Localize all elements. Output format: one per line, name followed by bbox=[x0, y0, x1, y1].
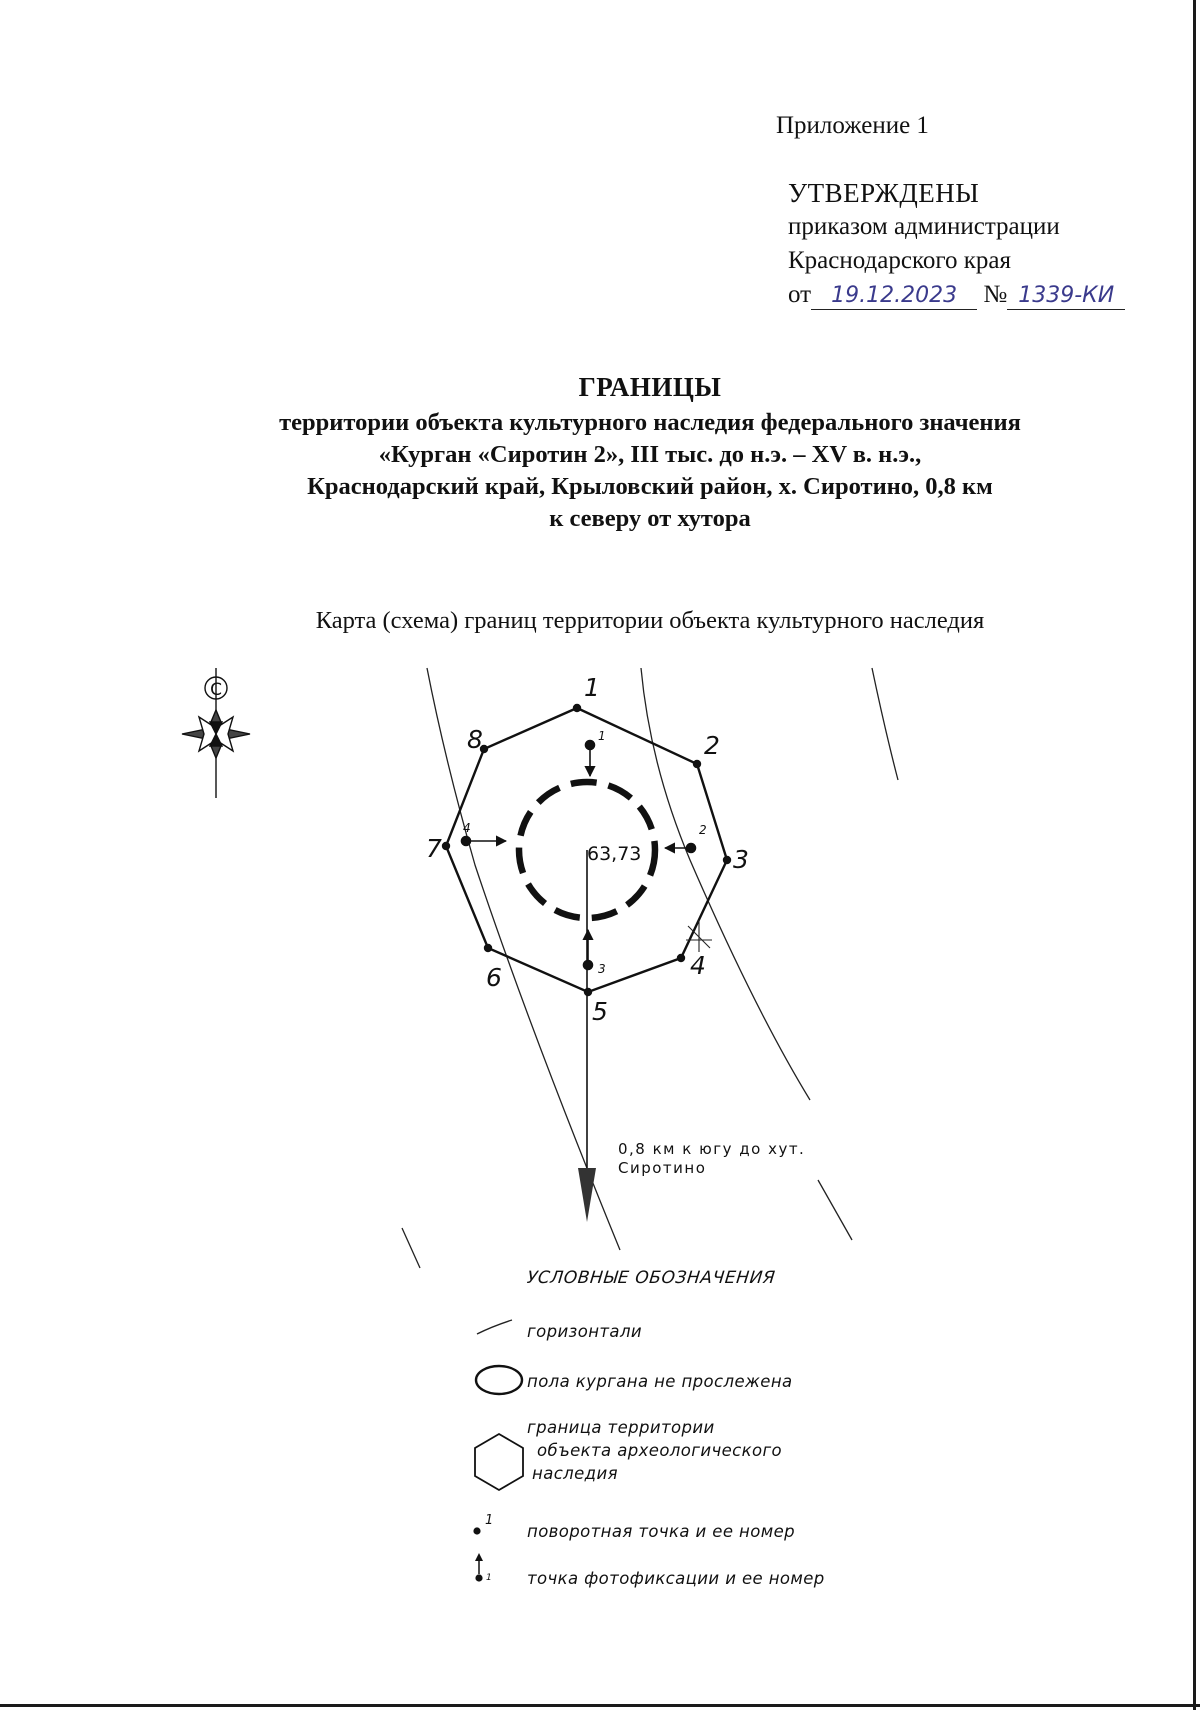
legend-turning-point-label: поворотная точка и ее номер bbox=[527, 1522, 796, 1541]
heading-line-4: к северу от хутора bbox=[549, 505, 751, 532]
legend-contours-label: горизонтали bbox=[527, 1322, 643, 1341]
legend-boundary-icon bbox=[475, 1434, 523, 1490]
legend-boundary-line-1: граница территории bbox=[527, 1418, 715, 1437]
legend-boundary-line-2: объекта археологического bbox=[537, 1441, 783, 1460]
turning-point-label: 3 bbox=[733, 845, 749, 874]
direction-note-line-1: 0,8 км к югу до хут. bbox=[618, 1140, 806, 1158]
compass-letter: С bbox=[210, 680, 222, 700]
number-prefix: № bbox=[983, 281, 1008, 308]
legend-turning-point-number: 1 bbox=[485, 1513, 494, 1528]
north-compass-icon bbox=[182, 668, 250, 798]
heading-line-3: Краснодарский край, Крыловский район, х. Сиротино, 0,8 км bbox=[307, 473, 993, 500]
legend-contour-icon bbox=[477, 1320, 512, 1334]
direction-note-line-2: Сиротино bbox=[618, 1159, 707, 1177]
photo-point-label: 1 bbox=[598, 729, 606, 743]
photo-point-label: 2 bbox=[699, 823, 707, 837]
turning-point-label: 2 bbox=[704, 731, 720, 760]
map-caption: Карта (схема) границ территории объекта культурного наследия bbox=[315, 607, 985, 634]
legend-photo-point-icon bbox=[475, 1574, 482, 1581]
heading-line-1: территории объекта культурного наследия федерального значения bbox=[279, 409, 1021, 436]
contour-lines bbox=[402, 668, 898, 1268]
legend-turning-point-icon bbox=[473, 1527, 480, 1534]
turning-point-label: 6 bbox=[486, 963, 502, 992]
order-number-handwritten: 1339-КИ bbox=[1007, 283, 1125, 310]
photo-point-label: 4 bbox=[463, 821, 471, 835]
heading-line-2: «Курган «Сиротин 2», III тыс. до н.э. – XV в. н.э., bbox=[378, 441, 922, 468]
date-prefix: от bbox=[788, 281, 812, 308]
survey-mark-icon bbox=[686, 920, 712, 952]
turning-point-label: 7 bbox=[426, 834, 442, 863]
turning-point-label: 5 bbox=[592, 997, 608, 1026]
south-direction-arrow-icon bbox=[578, 850, 596, 1222]
turning-point-label: 4 bbox=[690, 951, 706, 980]
legend-boundary-line-3: наследия bbox=[532, 1464, 618, 1483]
legend-photo-point-label: точка фотофиксации и ее номер bbox=[527, 1569, 825, 1588]
legend-title: УСЛОВНЫЕ ОБОЗНАЧЕНИЯ bbox=[525, 1268, 777, 1288]
legend-symbols bbox=[455, 1268, 535, 1608]
legend-photo-point-number: 1 bbox=[486, 1573, 492, 1583]
approved-by-line-1: приказом администрации bbox=[788, 213, 1060, 240]
turning-point-label: 8 bbox=[467, 725, 483, 754]
photo-point-label: 3 bbox=[598, 962, 606, 976]
order-date-handwritten: 19.12.2023 bbox=[811, 283, 977, 310]
appendix-label: Приложение 1 bbox=[776, 112, 929, 139]
legend-mound-label: пола кургана не прослежена bbox=[527, 1372, 793, 1391]
elevation-label: 63,73 bbox=[587, 843, 642, 865]
legend-mound-icon bbox=[476, 1366, 522, 1394]
approved-label: УТВЕРЖДЕНЫ bbox=[788, 178, 980, 208]
heading-title: ГРАНИЦЫ bbox=[578, 372, 722, 402]
approved-by-line-2: Краснодарского края bbox=[788, 247, 1011, 274]
turning-point-label: 1 bbox=[584, 673, 600, 702]
legend-boundary-label bbox=[527, 1416, 782, 1485]
